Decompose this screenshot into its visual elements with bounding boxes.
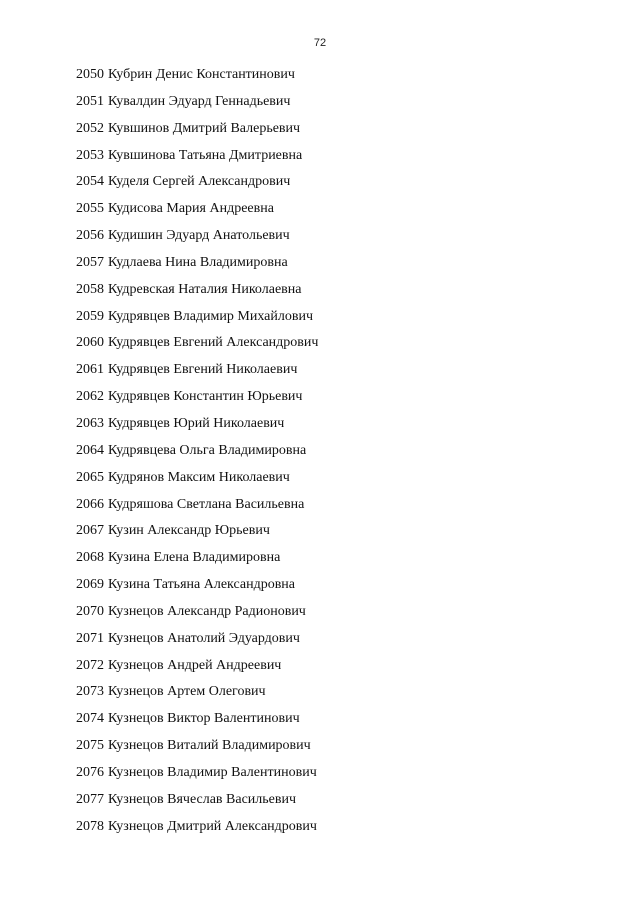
entry-name: Кузнецов Дмитрий Александрович [108,818,317,834]
entry-number: 2077 [76,791,104,807]
entry-number: 2078 [76,818,104,834]
entry-number: 2051 [76,93,104,109]
list-item [76,360,318,387]
entry-name: Кузнецов Виталий Владимирович [108,738,311,754]
entry-number: 2075 [76,738,104,754]
entry-number: 2059 [76,308,104,324]
list-item [76,92,318,119]
entry-name: Кудряшова Светлана Васильевна [108,496,305,512]
entry-name: Кувшинов Дмитрий Валерьевич [108,120,301,136]
entry-number: 2060 [76,335,104,351]
entry-number: 2069 [76,577,104,593]
list-item [76,307,318,334]
entry-name: Кузина Татьяна Александровна [108,577,296,593]
entry-name: Кудрявцев Владимир Михайлович [108,308,313,324]
entry-name: Кудишин Эдуард Анатольевич [108,228,290,244]
list-item [76,521,318,548]
page-number: 72 [313,37,327,49]
entry-name: Кудрявцев Евгений Николаевич [108,362,298,378]
entry-name: Кузнецов Анатолий Эдуардович [108,630,300,646]
entry-name: Кувшинова Татьяна Дмитриевна [108,147,303,163]
list-item [76,414,318,441]
list-item [76,709,318,736]
entry-number: 2050 [76,67,104,82]
entry-number: 2063 [76,415,104,431]
entry-name: Кузнецов Артем Олегович [108,684,266,700]
list-item [76,199,318,226]
list-item [76,817,318,844]
entry-name: Куделя Сергей Александрович [108,174,291,190]
list-item [76,656,318,683]
entry-name: Кувалдин Эдуард Геннадьевич [108,93,291,109]
entry-number: 2073 [76,684,104,700]
entry-number: 2065 [76,469,104,485]
entry-number: 2053 [76,147,104,163]
list-item [76,146,318,173]
entry-name: Кудрянов Максим Николаевич [108,469,290,485]
entry-number: 2052 [76,120,104,136]
entry-name: Кузнецов Андрей Андреевич [108,657,282,673]
list-item [76,280,318,307]
entry-number: 2070 [76,603,104,619]
list-item [76,119,318,146]
entry-name: Кудревская Наталия Николаевна [108,281,302,297]
entry-number: 2057 [76,254,104,270]
list-item [76,441,318,468]
list-item [76,468,318,495]
entry-number: 2055 [76,201,104,217]
list-item [76,602,318,629]
entry-number: 2054 [76,174,104,190]
entry-name: Кудрявцева Ольга Владимировна [108,442,307,458]
list-item [76,548,318,575]
entry-number: 2071 [76,630,104,646]
list-item [76,333,318,360]
list-item [76,65,318,92]
entry-name: Кузнецов Вячеслав Васильевич [108,791,297,807]
list-item [76,387,318,414]
entry-number: 2076 [76,764,104,780]
list-item [76,495,318,522]
list-item [76,790,318,817]
entry-name: Кубрин Денис Константинович [108,67,295,82]
entry-number: 2062 [76,389,104,405]
entry-name: Кузнецов Александр Радионович [108,603,306,619]
entry-number: 2064 [76,442,104,458]
entry-name: Кузин Александр Юрьевич [108,523,270,539]
entry-name: Кудрявцев Юрий Николаевич [108,415,285,431]
entry-name: Кудисова Мария Андреевна [108,201,274,217]
entry-number: 2072 [76,657,104,673]
list-item [76,763,318,790]
entry-name: Кузина Елена Владимировна [108,550,281,566]
entry-number: 2068 [76,550,104,566]
list-item [76,736,318,763]
entry-name: Кузнецов Владимир Валентинович [108,764,317,780]
entry-name: Кудрявцев Евгений Александрович [108,335,319,351]
entry-number: 2058 [76,281,104,297]
entry-name: Кудрявцев Константин Юрьевич [108,389,303,405]
name-list [76,65,318,843]
list-item [76,172,318,199]
list-item [76,253,318,280]
entry-number: 2061 [76,362,104,378]
entry-name: Кудлаева Нина Владимировна [108,254,288,270]
entry-number: 2074 [76,711,104,727]
list-item [76,629,318,656]
list-item [76,682,318,709]
list-item [76,575,318,602]
entry-number: 2066 [76,496,104,512]
entry-number: 2067 [76,523,104,539]
entry-name: Кузнецов Виктор Валентинович [108,711,300,727]
list-item [76,226,318,253]
entry-number: 2056 [76,228,104,244]
